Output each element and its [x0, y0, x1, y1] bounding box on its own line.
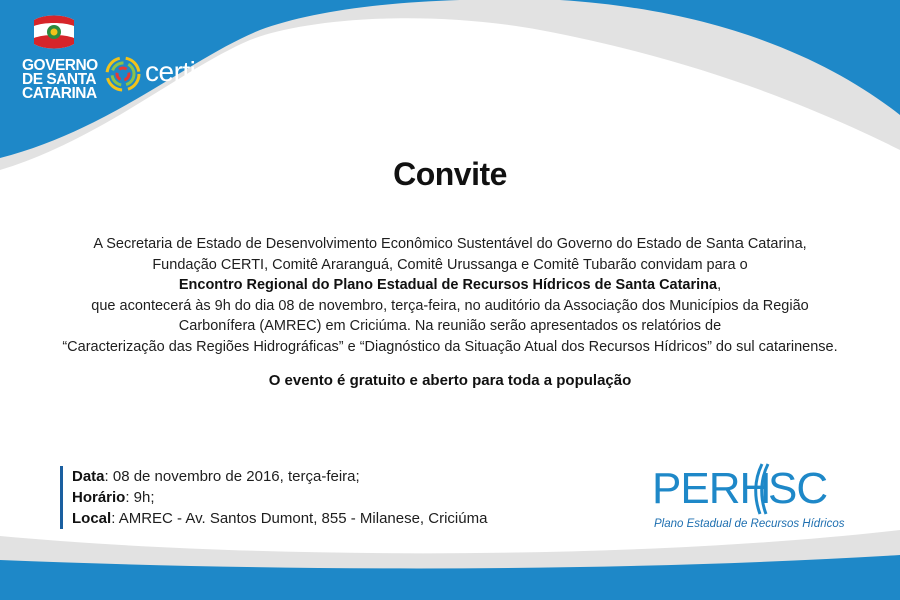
time-label: Horário: [72, 489, 126, 506]
time-row: [72, 487, 487, 508]
governo-santa-catarina-logo: [22, 14, 106, 101]
body-line-6: “Caracterização das Regiões Hidrográficas” e “Diagnóstico da Situação Atual dos Recursos Hídricos” do sul catarinense.: [62, 338, 838, 355]
body-line-2: Fundação CERTI, Comitê Araranguá, Comitê Urussanga e Comitê Tubarão convidam para o: [152, 256, 748, 273]
free-event-notice: O evento é gratuito e aberto para toda a população: [268, 372, 632, 389]
gov-logo-line-1: GOVERNO: [22, 57, 98, 74]
location-row: [72, 508, 487, 529]
body-line-1: A Secretaria de Estado de Desenvolvimento Econômico Sustentável do Governo do Estado de Santa Catarina,: [93, 236, 807, 252]
event-name: Encontro Regional do Plano Estadual de Recursos Hídricos de Santa Catarina: [178, 277, 718, 293]
santa-catarina-flag-icon: [30, 14, 78, 50]
date-row: [72, 466, 487, 487]
perh-logo-sc: SC: [768, 464, 828, 513]
gov-logo-line-3: CATARINA: [22, 85, 97, 102]
body-line-5: Carbonífera (AMREC) em Criciúma. Na reunião serão apresentados os relatórios de: [178, 318, 722, 334]
perh-logo-text: PERH: [652, 464, 771, 513]
location-label: Local: [72, 510, 112, 527]
gov-logo-line-2: DE SANTA: [22, 71, 97, 88]
time-value: : 9h;: [125, 489, 155, 506]
body-line-4: que acontecerá às 9h do dia 08 de novembro, terça-feira, no auditório da Associação dos Municípios da Região: [91, 297, 809, 314]
date-value: : 08 de novembro de 2016, terça-feira;: [104, 468, 360, 485]
invitation-body: [30, 234, 870, 357]
event-details: [60, 466, 487, 529]
location-value: : AMREC - Av. Santos Dumont, 855 - Milanese, Criciúma: [111, 510, 488, 527]
date-label: Data: [72, 468, 105, 485]
perh-logo-subtitle: Plano Estadual de Recursos Hídricos: [654, 518, 845, 530]
page-title: Convite: [393, 156, 507, 192]
body-line-3: [30, 275, 870, 296]
event-name-comma: ,: [717, 277, 722, 293]
certi-logo-text: certi: [145, 56, 196, 87]
